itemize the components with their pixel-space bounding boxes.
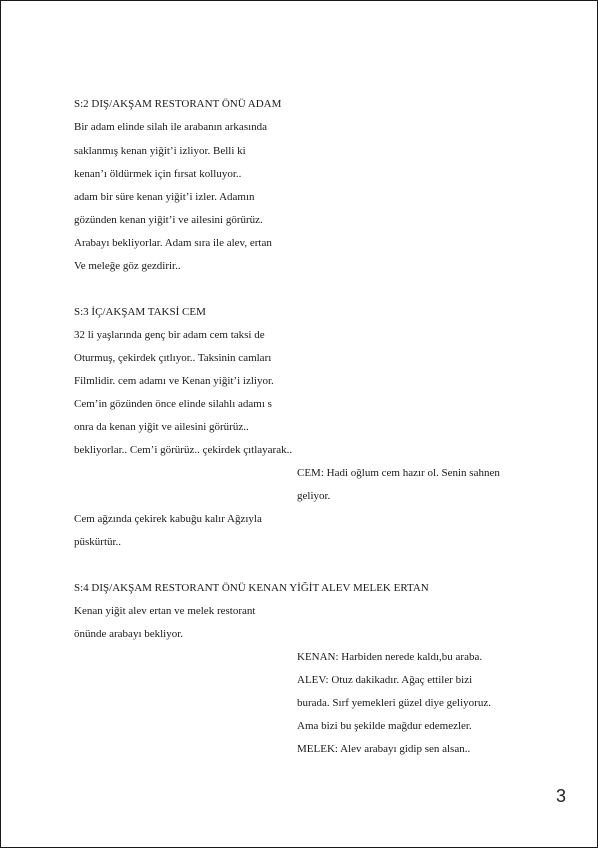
action-line: Kenan yiğit alev ertan ve melek restorant (74, 605, 256, 617)
dialogue-line: CEM: Hadi oğlum cem hazır ol. Senin sahnen (297, 467, 500, 479)
action-line: adam bir süre kenan yiğit’i izler. Adamın (74, 191, 255, 203)
action-line: Oturmuş, çekirdek çıtlıyor.. Taksinin camları (74, 352, 272, 364)
action-line: Bir adam elinde silah ile arabanın arkasında (74, 121, 268, 133)
page-number: 3 (556, 786, 567, 806)
action-line: Cem’in gözünden önce elinde silahlı adamı s (74, 398, 272, 410)
action-line: saklanmış kenan yiğit’i izliyor. Belli ki (74, 145, 246, 157)
action-line: Cem ağzında çekirek kabuğu kalır Ağzıyla (74, 513, 262, 525)
action-line: Ve meleğe göz gezdirir.. (74, 260, 181, 272)
dialogue-line: Ama bizi bu şekilde mağdur edemezler. (297, 720, 472, 732)
dialogue-line: MELEK: Alev arabayı gidip sen alsan.. (297, 743, 471, 755)
action-line: 32 li yaşlarında genç bir adam cem taksi de (74, 329, 265, 341)
action-line: bekliyorlar.. Cem’i görürüz.. çekirdek çıtlayarak.. (74, 444, 293, 456)
dialogue-line: burada. Sırf yemekleri güzel diye geliyoruz. (297, 697, 491, 709)
action-line: önünde arabayı bekliyor. (74, 628, 184, 640)
action-line: püskürtür.. (74, 536, 122, 548)
action-line: kenan’ı öldürmek için fırsat kolluyor.. (74, 168, 242, 180)
scene-heading: S:2 DIŞ/AKŞAM RESTORANT ÖNÜ ADAM (74, 98, 282, 110)
scene-heading: S:4 DIŞ/AKŞAM RESTORANT ÖNÜ KENAN YİĞİT ALEV MELEK ERTAN (74, 582, 429, 594)
action-line: Filmlidir. cem adamı ve Kenan yiğit’i izliyor. (74, 375, 274, 387)
action-line: gözünden kenan yiğit’i ve ailesini görürüz. (74, 214, 263, 226)
scene-heading: S:3 İÇ/AKŞAM TAKSİ CEM (74, 306, 206, 318)
dialogue-line: KENAN: Harbiden nerede kaldı,bu araba. (297, 651, 483, 663)
dialogue-line: ALEV: Otuz dakikadır. Ağaç ettiler bizi (297, 674, 473, 686)
action-line: Arabayı bekliyorlar. Adam sıra ile alev, ertan (74, 237, 272, 249)
dialogue-line: geliyor. (297, 490, 331, 502)
action-line: onra da kenan yiğit ve ailesini görürüz.. (74, 421, 249, 433)
